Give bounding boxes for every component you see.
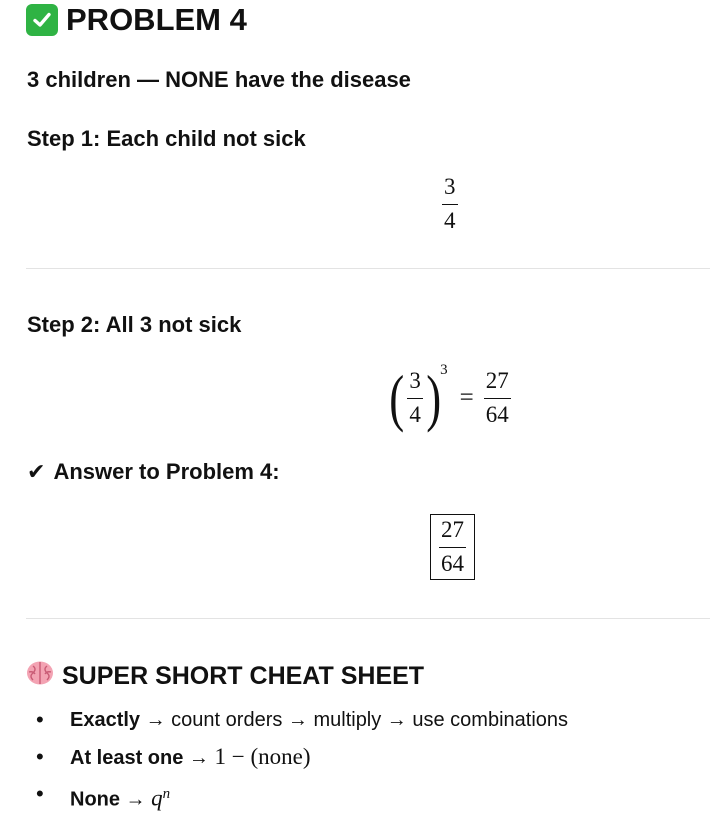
step1-heading: Step 1: Each child not sick (27, 126, 306, 151)
check-mark-icon: ✔ (27, 459, 46, 484)
equals-sign: = (459, 384, 474, 411)
list-item (36, 779, 568, 816)
fraction-bar (407, 398, 423, 399)
step2-result-fraction (484, 368, 511, 428)
fraction-numerator: 27 (441, 517, 464, 542)
list-item-math: 1 − (none) (214, 744, 311, 769)
fraction-bar (484, 398, 511, 399)
brain-icon (26, 660, 54, 693)
exponent: 3 (440, 362, 448, 378)
step2-base-fraction (407, 368, 423, 428)
fraction-denominator: 64 (441, 551, 464, 576)
cheat-sheet-heading-text: SUPER SHORT CHEAT SHEET (62, 662, 425, 690)
step1-fraction (442, 174, 458, 234)
list-item-math-var: q (151, 785, 163, 811)
check-mark-button-icon (26, 4, 58, 36)
fraction-bar (442, 204, 458, 205)
fraction-numerator: 27 (485, 368, 509, 393)
fraction-numerator: 3 (409, 368, 421, 393)
right-paren: ) (426, 362, 441, 433)
problem-statement: 3 children — NONE have the disease (27, 67, 411, 92)
list-item-bold: At least one (70, 747, 184, 769)
step2-heading: Step 2: All 3 not sick (27, 312, 242, 337)
fraction-denominator: 64 (485, 402, 509, 427)
fraction-denominator: 4 (409, 402, 421, 427)
list-item-text: → count orders → multiply → use combinations (140, 709, 569, 731)
cheat-sheet-heading (26, 660, 424, 693)
left-paren: ( (389, 362, 405, 433)
answer-heading-text: Answer to Problem 4: (53, 459, 280, 484)
list-item-bold: Exactly (70, 709, 141, 731)
section-divider (26, 618, 710, 619)
list-item (36, 742, 568, 779)
fraction-bar (439, 547, 466, 548)
step2-equation (386, 362, 511, 433)
list-item-text: → (120, 788, 152, 811)
page-title (26, 2, 247, 38)
cheat-sheet-list (36, 705, 568, 816)
answer-fraction (439, 517, 466, 577)
fraction-denominator: 4 (444, 208, 456, 233)
fraction-numerator: 3 (444, 174, 456, 199)
answer-heading (27, 459, 280, 485)
list-item (36, 705, 568, 742)
section-divider (26, 268, 710, 269)
list-item-bold: None (70, 788, 120, 811)
page-title-text: PROBLEM 4 (66, 2, 247, 37)
list-item-text: → (183, 747, 215, 769)
answer-box (430, 514, 475, 580)
list-item-math-sup: n (162, 786, 171, 802)
